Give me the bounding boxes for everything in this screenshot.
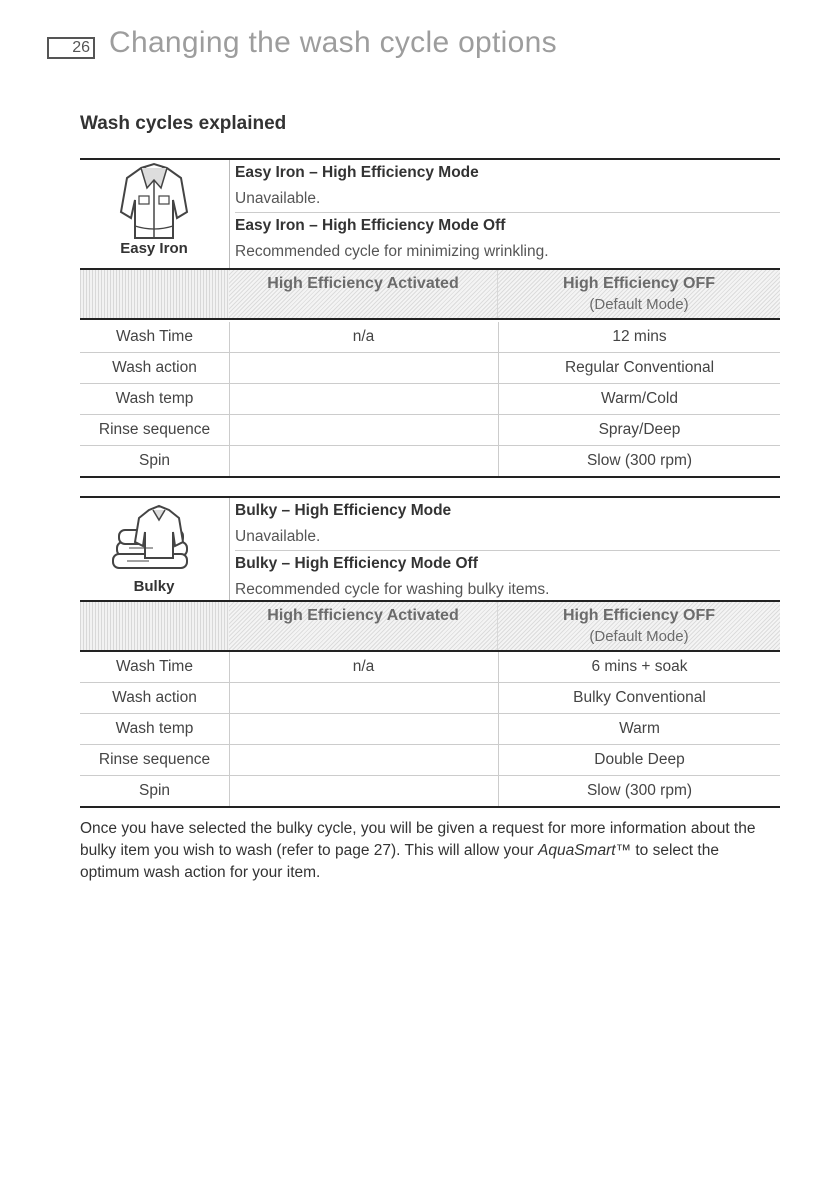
mode-text: Recommended cycle for minimizing wrinkling. <box>235 243 549 260</box>
cell-off: 6 mins + soak <box>498 652 780 682</box>
note-text: to select the optimum wash action for your item. <box>80 842 719 881</box>
table-row <box>80 322 780 353</box>
mode-text: Recommended cycle for washing bulky items. <box>235 581 550 598</box>
table-row <box>80 415 780 446</box>
row-label: Spin <box>138 452 171 469</box>
column-header-off <box>498 270 780 318</box>
cell-off: Regular Conventional <box>498 353 780 383</box>
row-label: Rinse sequence <box>98 421 211 438</box>
cycle-table <box>80 322 780 478</box>
column-header-label: High Efficiency Activated <box>267 275 459 292</box>
mode-heading: Easy Iron – High Efficiency Mode <box>235 164 479 181</box>
table-row <box>80 714 780 745</box>
table-row <box>80 745 780 776</box>
table-header <box>80 268 780 320</box>
shirt-icon <box>117 160 191 242</box>
column-header-label: High Efficiency Activated <box>267 607 459 624</box>
column-header-sublabel: (Default Mode) <box>589 296 689 313</box>
cell-activated <box>229 714 497 744</box>
cell-activated <box>229 683 497 713</box>
cell-activated <box>229 776 497 806</box>
row-label: Wash Time <box>116 328 193 345</box>
cell-activated <box>229 446 497 476</box>
row-label: Wash action <box>112 359 197 376</box>
cell-off: Bulky Conventional <box>498 683 780 713</box>
table-header <box>80 600 780 652</box>
cycle-info <box>80 160 780 268</box>
bulky-note-paragraph <box>80 818 780 884</box>
note-text: Once you have selected the bulky cycle, you will be given a request for more information about the bulky item you wish to wash (refer to page 27). This will allow your <box>80 820 756 859</box>
mode-text: Unavailable. <box>235 528 321 545</box>
column-header-sublabel: (Default Mode) <box>589 628 689 645</box>
cell-activated <box>229 745 497 775</box>
table-row <box>80 652 780 683</box>
cell-activated <box>229 415 497 445</box>
cell-activated: n/a <box>229 652 497 682</box>
cycle-description <box>235 160 780 265</box>
page-number: 26 <box>47 37 95 59</box>
cycle-bulky <box>80 496 780 806</box>
cycle-icon-cell <box>80 498 228 595</box>
cycle-info <box>80 498 780 602</box>
row-label: Wash Time <box>116 658 193 675</box>
column-header-label: High Efficiency OFF <box>562 607 715 624</box>
table-row <box>80 384 780 415</box>
table-row <box>80 353 780 384</box>
mode-text: Unavailable. <box>235 190 321 207</box>
table-row <box>80 446 780 478</box>
row-label: Wash action <box>112 689 197 706</box>
cell-off: Warm/Cold <box>498 384 780 414</box>
brand-name: AquaSmart™ <box>538 842 632 859</box>
cycle-name: Bulky <box>133 578 175 595</box>
table-row <box>80 683 780 714</box>
page-title: Changing the wash cycle options <box>109 26 557 59</box>
cell-off: Warm <box>498 714 780 744</box>
cycle-table <box>80 652 780 808</box>
cell-off: Slow (300 rpm) <box>498 446 780 476</box>
divider <box>229 160 230 268</box>
divider <box>229 498 230 602</box>
cycle-description <box>235 498 780 603</box>
cell-activated <box>229 384 497 414</box>
cell-off: Spray/Deep <box>498 415 780 445</box>
cycle-easy-iron <box>80 158 780 474</box>
cell-activated: n/a <box>229 322 497 352</box>
row-label: Wash temp <box>115 390 194 407</box>
column-header-off <box>498 602 780 650</box>
cycle-name: Easy Iron <box>120 240 188 257</box>
cycle-icon-cell <box>80 160 228 257</box>
row-label: Rinse sequence <box>98 751 211 768</box>
mode-heading: Easy Iron – High Efficiency Mode Off <box>235 217 506 234</box>
cell-activated <box>229 353 497 383</box>
section-title: Wash cycles explained <box>80 113 287 134</box>
column-header-activated <box>229 270 497 318</box>
bulky-items-icon <box>109 498 199 580</box>
cell-off: Double Deep <box>498 745 780 775</box>
mode-heading: Bulky – High Efficiency Mode Off <box>235 555 478 572</box>
column-header-activated <box>229 602 497 650</box>
cell-off: Slow (300 rpm) <box>498 776 780 806</box>
row-label: Wash temp <box>115 720 194 737</box>
table-row <box>80 776 780 808</box>
row-label: Spin <box>138 782 171 799</box>
cell-off: 12 mins <box>498 322 780 352</box>
mode-heading: Bulky – High Efficiency Mode <box>235 502 452 519</box>
column-header-label: High Efficiency OFF <box>562 275 715 292</box>
